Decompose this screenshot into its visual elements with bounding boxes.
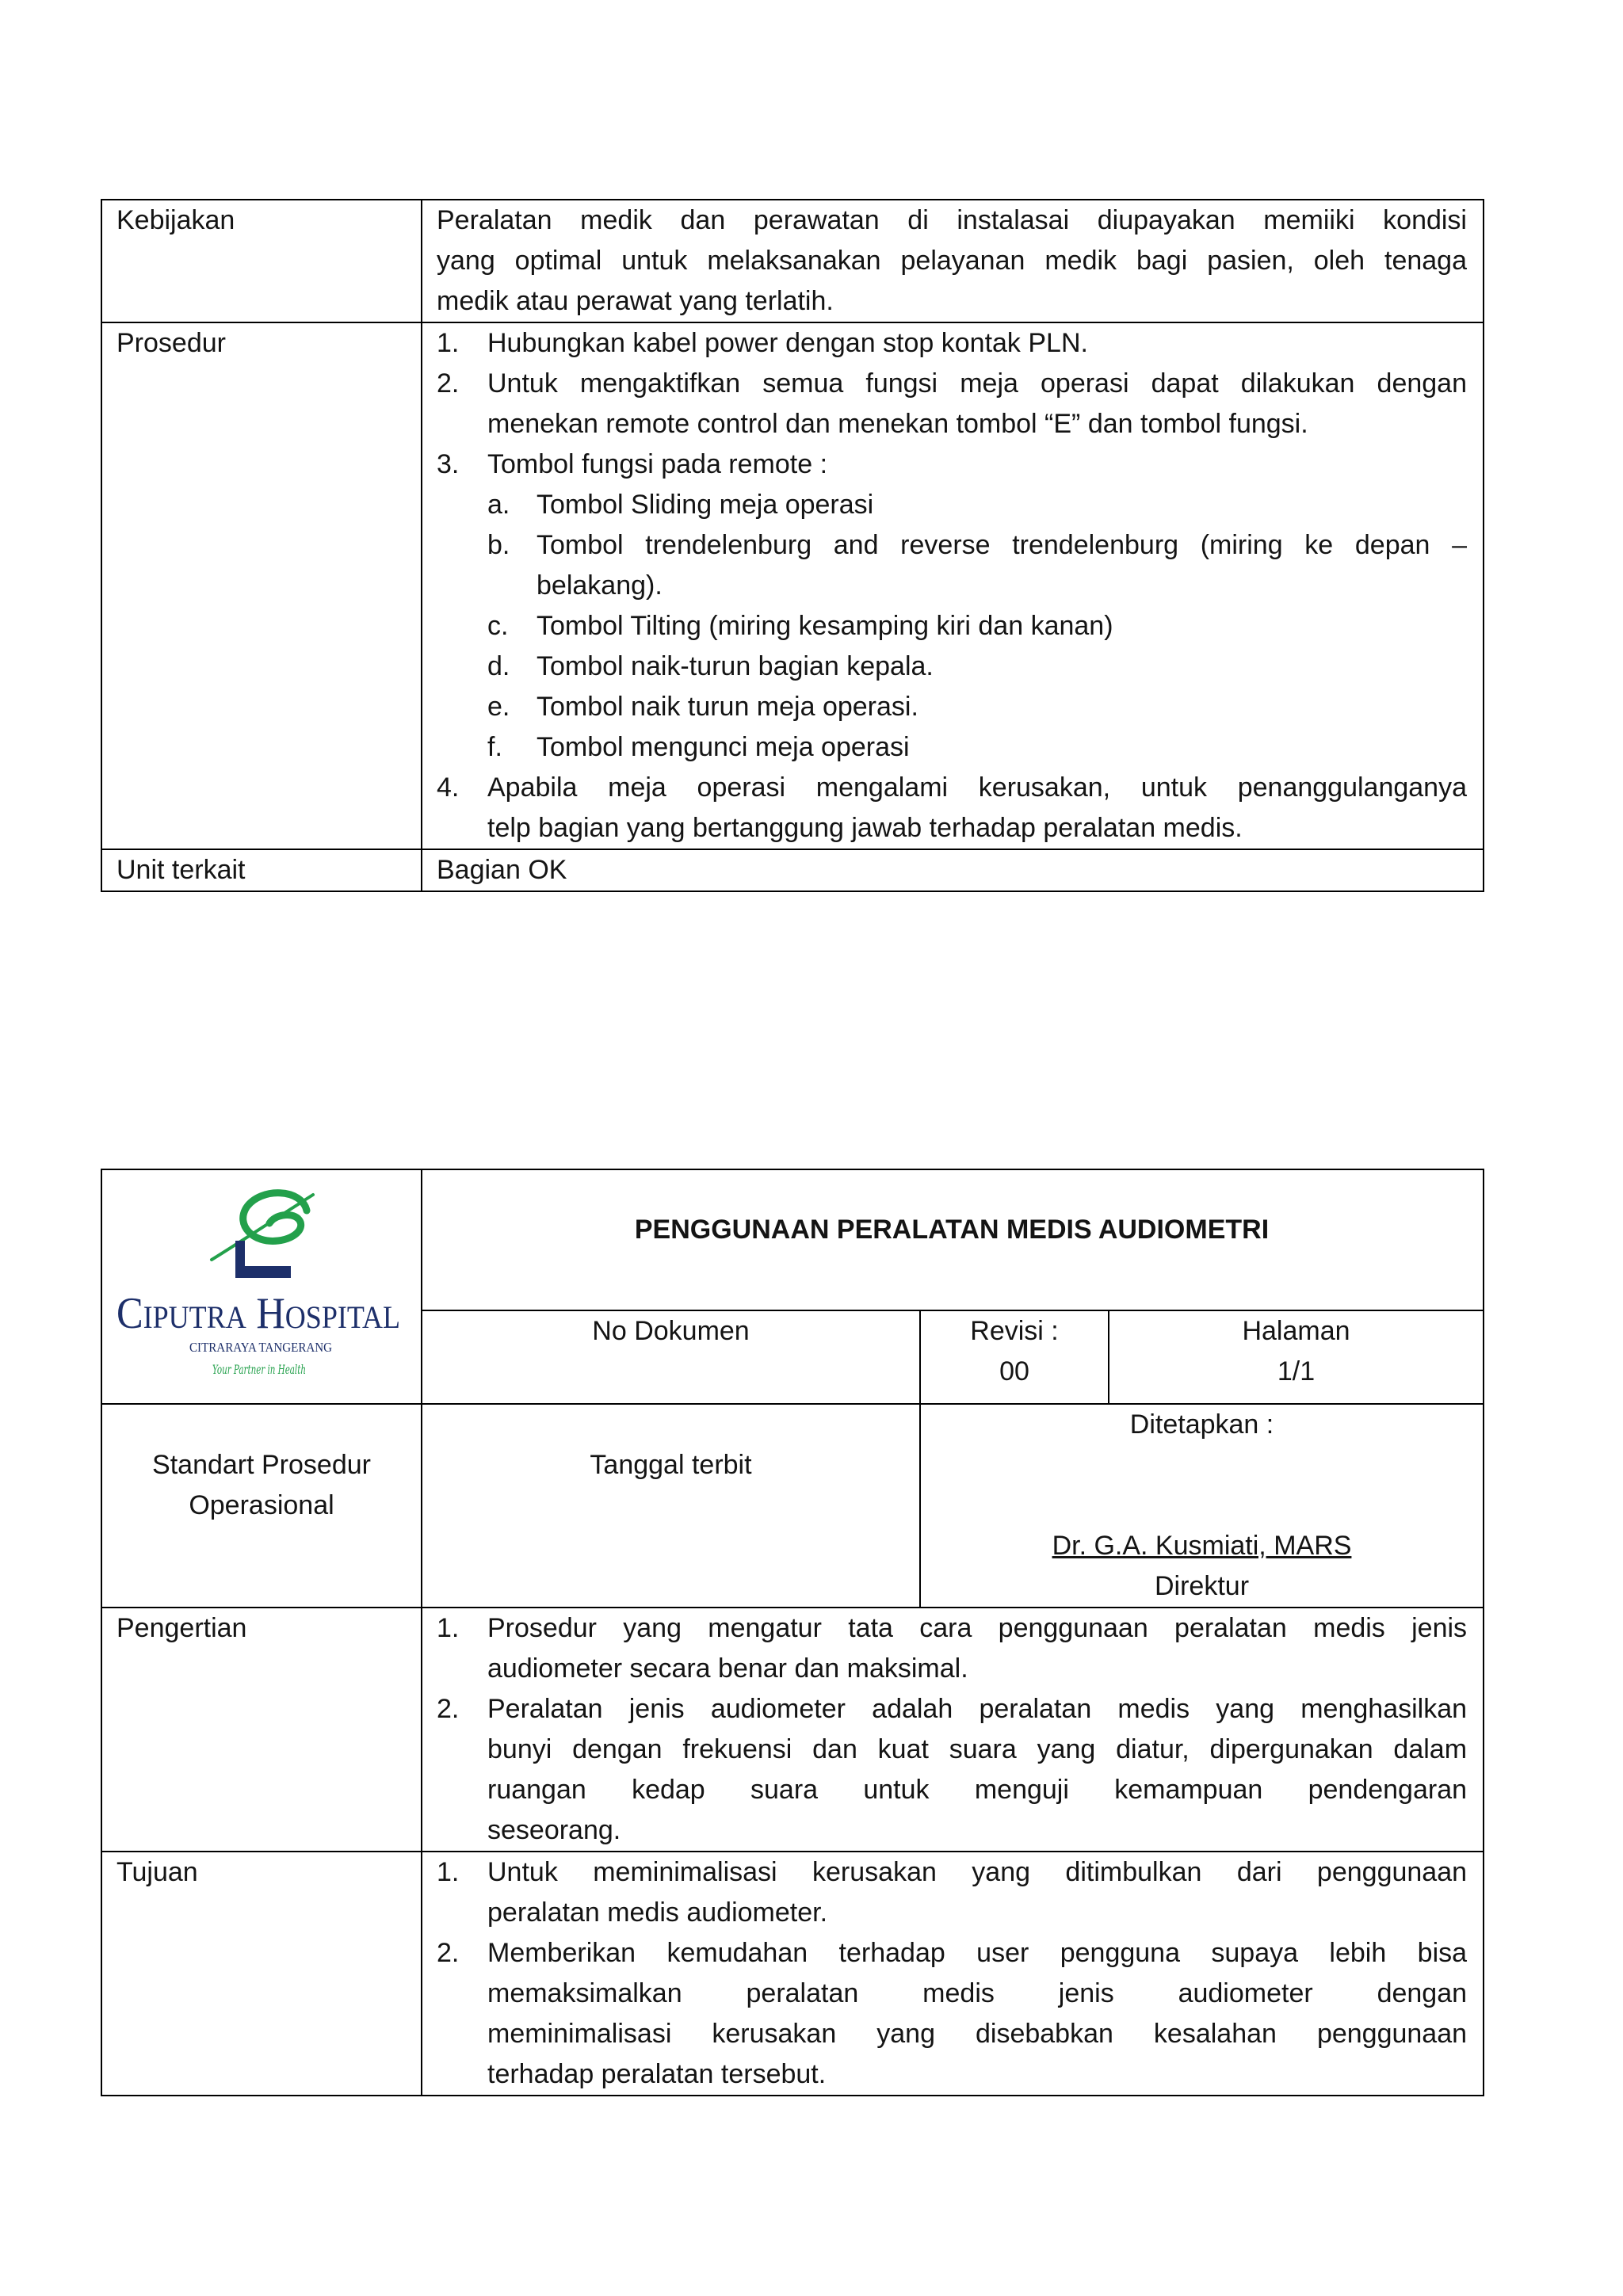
procedure-row <box>101 322 1484 849</box>
purpose-item <box>437 1852 1467 1933</box>
purpose-row <box>101 1852 1484 2096</box>
step-number: 1. <box>437 328 460 358</box>
step-text <box>487 768 1467 849</box>
item-text <box>487 1689 1467 1851</box>
policy-content-cell <box>422 200 1484 322</box>
procedure-substep <box>487 485 1467 525</box>
substep-text <box>537 606 1467 646</box>
page-cell <box>1109 1310 1484 1404</box>
substep-text-line: Tombol Sliding meja operasi <box>537 490 874 520</box>
item-number: 2. <box>437 1694 460 1724</box>
logo-location: CITRARAYA TANGERANG <box>189 1340 332 1355</box>
substep-text-line: Tombol trendelenburg and reverse trendelenburg (miring ke depan – <box>537 530 1467 560</box>
item-text <box>487 1608 1467 1689</box>
approval-cell <box>920 1404 1484 1608</box>
substep-text-line: Tombol naik turun meja operasi. <box>537 692 918 722</box>
item-number: 1. <box>437 1613 460 1643</box>
step-text-line: Untuk mengaktifkan semua fungsi meja operasi dapat dilakukan dengan <box>487 368 1467 399</box>
substep-letter: f. <box>487 732 502 762</box>
substep-letter: d. <box>487 651 510 681</box>
substep-text <box>537 727 1467 768</box>
revision-value: 00 <box>999 1356 1029 1386</box>
substep-letter: c. <box>487 611 509 641</box>
approval-row <box>101 1404 1484 1608</box>
procedure-substep <box>487 687 1467 727</box>
logo-tagline: Your Partner in Health <box>212 1362 306 1377</box>
step-text <box>487 364 1467 444</box>
step-number: 2. <box>437 368 460 399</box>
procedure-step <box>437 444 1467 768</box>
substep-text <box>537 485 1467 525</box>
related-unit-label-cell <box>101 849 422 891</box>
procedure-substep <box>487 525 1467 606</box>
policy-text-line: yang optimal untuk melaksanakan pelayanan medik bagi pasien, oleh tenaga <box>437 246 1467 276</box>
step-text-line: telp bagian yang bertanggung jawab terhadap peralatan medis. <box>487 813 1243 843</box>
policy-text-line: medik atau perawat yang terlatih. <box>437 286 834 316</box>
document-number-cell <box>422 1310 920 1404</box>
logo-bar-horizontal <box>235 1266 291 1278</box>
substep-text <box>537 525 1467 606</box>
substep-text-line: Tombol mengunci meja operasi <box>537 732 910 762</box>
approval-label: Ditetapkan : <box>1129 1409 1274 1440</box>
item-text <box>487 1933 1467 2095</box>
related-unit-label: Unit terkait <box>116 855 246 885</box>
document-number-label: No Dokumen <box>592 1316 750 1346</box>
purpose-content-cell <box>422 1852 1484 2096</box>
sop-title-cell <box>422 1169 1484 1310</box>
ciputra-hospital-swoosh-icon <box>212 1193 313 1278</box>
document-type-cell <box>101 1404 422 1608</box>
procedure-step <box>437 364 1467 444</box>
ciputra-hospital-logo <box>102 1171 419 1402</box>
item-text-line: terhadap peralatan tersebut. <box>487 2059 827 2089</box>
substep-text <box>537 646 1467 687</box>
step-number: 3. <box>437 449 460 479</box>
substep-text-line: Tombol naik-turun bagian kepala. <box>537 651 934 681</box>
purpose-label: Tujuan <box>116 1857 198 1887</box>
purpose-label-cell <box>101 1852 422 2096</box>
procedure-label-cell <box>101 322 422 849</box>
document-type: Standart Prosedur Operasional <box>152 1450 371 1520</box>
item-text-line: audiometer secara benar dan maksimal. <box>487 1653 968 1684</box>
sop-document-table <box>101 1169 1484 2096</box>
item-text-line: bunyi dengan frekuensi dan kuat suara yang diatur, dipergunakan dalam <box>487 1734 1468 1764</box>
step-text-line: Apabila meja operasi mengalami kerusakan, untuk penanggulanganya <box>487 772 1467 803</box>
approver-name-line <box>929 1526 1475 1566</box>
definition-label-cell <box>101 1608 422 1852</box>
substep-letter: b. <box>487 530 510 560</box>
sop-title: PENGGUNAAN PERALATAN MEDIS AUDIOMETRI <box>634 1215 1270 1245</box>
policy-row <box>101 200 1484 322</box>
item-text-line: Peralatan jenis audiometer adalah peralatan medis yang menghasilkan <box>487 1694 1468 1724</box>
logo-cell <box>101 1169 422 1404</box>
procedure-label: Prosedur <box>116 328 226 358</box>
step-text-line: Tombol fungsi pada remote : <box>487 449 828 479</box>
policy-text-line: Peralatan medik dan perawatan di instalasai diupayakan memiiki kondisi <box>437 205 1467 235</box>
step-text <box>487 323 1467 364</box>
related-unit-value: Bagian OK <box>437 855 567 885</box>
procedure-step <box>437 768 1467 849</box>
purpose-item <box>437 1933 1467 2095</box>
policy-label-cell <box>101 200 422 322</box>
item-text-line: Prosedur yang mengatur tata cara penggunaan peralatan medis jenis <box>487 1613 1468 1643</box>
substep-text-line: belakang). <box>537 570 663 601</box>
approver-title: Direktur <box>1155 1571 1250 1601</box>
substep-letter: e. <box>487 692 510 722</box>
item-text <box>487 1852 1467 1933</box>
issue-date-cell <box>422 1404 920 1608</box>
page-value: 1/1 <box>1277 1356 1316 1386</box>
substep-text <box>537 687 1467 727</box>
related-unit-value-cell <box>422 849 1484 891</box>
page-label: Halaman <box>1242 1316 1350 1346</box>
procedure-substep <box>487 606 1467 646</box>
approver-name: Dr. G.A. Kusmiati, MARS <box>1052 1531 1352 1561</box>
definition-item <box>437 1608 1467 1689</box>
item-text-line: ruangan kedap suara untuk menguji kemampuan pendengaran <box>487 1775 1468 1805</box>
substep-text-line: Tombol Tilting (miring kesamping kiri dan kanan) <box>537 611 1113 641</box>
issue-date-label: Tanggal terbit <box>590 1450 752 1480</box>
item-text-line: peralatan medis audiometer. <box>487 1897 828 1928</box>
procedure-substep <box>487 646 1467 687</box>
definition-row <box>101 1608 1484 1852</box>
definition-item <box>437 1689 1467 1851</box>
item-text-line: memaksimalkan peralatan medis jenis audiometer dengan <box>487 1978 1468 2008</box>
substep-letter: a. <box>487 490 510 520</box>
procedure-table <box>101 199 1484 892</box>
step-text <box>487 444 1467 768</box>
policy-label: Kebijakan <box>116 205 235 235</box>
item-number: 1. <box>437 1857 460 1887</box>
signature-space <box>929 1445 1475 1526</box>
step-text-line: menekan remote control dan menekan tombol “E” dan tombol fungsi. <box>487 409 1308 439</box>
step-text-line: Hubungkan kabel power dengan stop kontak PLN. <box>487 328 1088 358</box>
item-text-line: Untuk meminimalisasi kerusakan yang ditimbulkan dari penggunaan <box>487 1857 1468 1887</box>
definition-content-cell <box>422 1608 1484 1852</box>
item-text-line: Memberikan kemudahan terhadap user pengguna supaya lebih bisa <box>487 1938 1468 1968</box>
procedure-content-cell <box>422 322 1484 849</box>
item-text-line: meminimalisasi kerusakan yang disebabkan kesalahan penggunaan <box>487 2019 1468 2049</box>
sop-header-row <box>101 1169 1484 1310</box>
revision-cell <box>920 1310 1109 1404</box>
procedure-step <box>437 323 1467 364</box>
definition-label: Pengertian <box>116 1613 247 1643</box>
related-unit-row <box>101 849 1484 891</box>
revision-label: Revisi : <box>970 1316 1059 1346</box>
procedure-substep <box>487 727 1467 768</box>
logo-name: CIPUTRA HOSPITAL <box>116 1289 414 1338</box>
step-number: 4. <box>437 772 460 803</box>
item-number: 2. <box>437 1938 460 1968</box>
item-text-line: seseorang. <box>487 1815 621 1845</box>
